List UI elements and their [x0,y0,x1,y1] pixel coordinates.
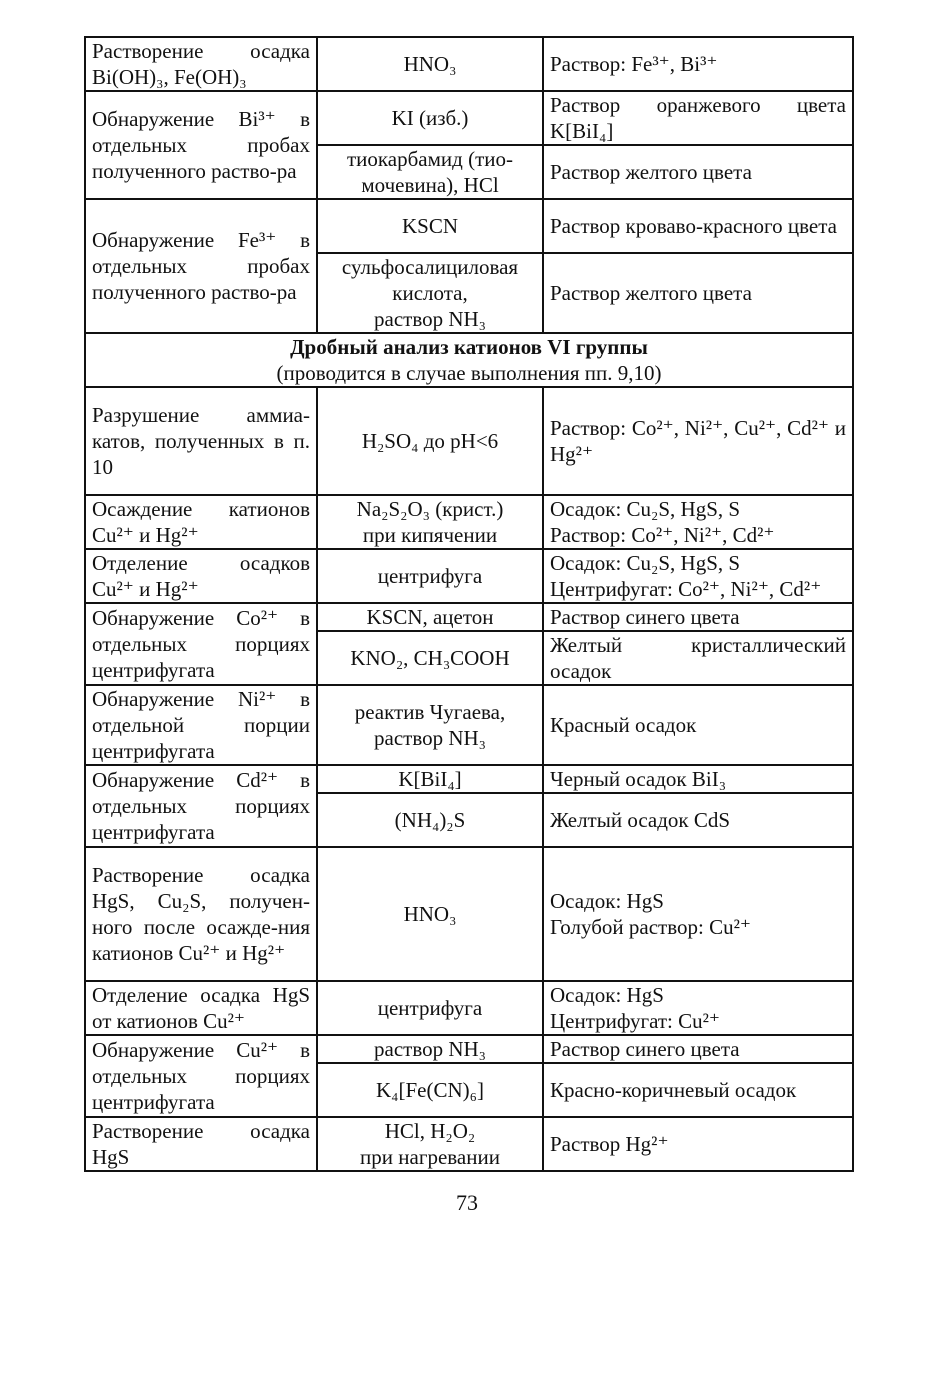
result-cell: Раствор желтого цвета [543,253,853,333]
operation-cell: Обнаружение Co²⁺ в отдельных порциях центрифугата [85,603,317,685]
reagent-cell: HCl, H₂O₂ при нагревании [317,1117,543,1171]
result-cell: Раствор желтого цвета [543,145,853,199]
result-cell: Желтый осадок CdS [543,793,853,847]
reagent-cell: KSCN [317,199,543,253]
table-row [85,91,853,145]
operation-cell: Растворение осадка HgS, Cu₂S, получен-ного после осажде-ния катионов Cu²⁺ и Hg²⁺ [85,847,317,981]
table-row [85,765,853,793]
reagent-cell: центрифуга [317,549,543,603]
result-cell: Осадок: HgS Центрифугат: Cu²⁺ [543,981,853,1035]
table-row [85,1035,853,1063]
table-row [85,199,853,253]
reagent-cell: (NH₄)₂S [317,793,543,847]
table-row [85,847,853,981]
table-row [85,37,853,91]
operation-cell: Отделение осадков Cu²⁺ и Hg²⁺ [85,549,317,603]
result-cell: Раствор Hg²⁺ [543,1117,853,1171]
reagent-cell: реактив Чугаева, раствор NH₃ [317,685,543,765]
result-cell: Красный осадок [543,685,853,765]
reagent-cell: Na₂S₂O₃ (крист.) при кипячении [317,495,543,549]
reagent-cell: тиокарбамид (тио-мочевина), HCl [317,145,543,199]
reagent-cell: раствор NH₃ [317,1035,543,1063]
result-cell: Раствор: Co²⁺, Ni²⁺, Cu²⁺, Cd²⁺ и Hg²⁺ [543,387,853,495]
section-heading: Дробный анализ катионов VI группы (проводится в случае выполнения пп. 9,10) [85,333,853,387]
reagent-cell: KNO₂, CH₃COOH [317,631,543,685]
table-row [85,981,853,1035]
page-number: 73 [456,1190,478,1215]
operation-cell: Обнаружение Cd²⁺ в отдельных порциях центрифугата [85,765,317,847]
result-cell: Осадок: HgS Голубой раствор: Cu²⁺ [543,847,853,981]
operation-cell: Обнаружение Bi³⁺ в отдельных пробах полученного раство-ра [85,91,317,199]
operation-cell: Обнаружение Ni²⁺ в отдельной порции центрифугата [85,685,317,765]
table-row [85,387,853,495]
reagent-cell: HNO₃ [317,847,543,981]
result-cell: Красно-коричневый осадок [543,1063,853,1117]
reagent-cell: сульфосалициловая кислота, раствор NH₃ [317,253,543,333]
table-row [85,685,853,765]
reagent-cell: KSCN, ацетон [317,603,543,631]
result-cell: Раствор синего цвета [543,1035,853,1063]
operation-cell: Отделение осадка HgS от катионов Cu²⁺ [85,981,317,1035]
result-cell: Раствор кроваво-красного цвета [543,199,853,253]
reagent-cell: K[BiI₄] [317,765,543,793]
table-row [85,495,853,549]
operation-cell: Осаждение катионов Cu²⁺ и Hg²⁺ [85,495,317,549]
reagent-cell: K₄[Fe(CN)₆] [317,1063,543,1117]
result-cell: Раствор оранжевого цвета K[BiI₄] [543,91,853,145]
reagent-cell: HNO₃ [317,37,543,91]
result-cell: Раствор: Fe³⁺, Bi³⁺ [543,37,853,91]
table-row [85,1117,853,1171]
result-cell: Осадок: Cu₂S, HgS, S Раствор: Co²⁺, Ni²⁺, Cd²⁺ [543,495,853,549]
result-cell: Желтый кристаллический осадок [543,631,853,685]
operation-cell: Разрушение аммиа-катов, полученных в п. 10 [85,387,317,495]
operation-cell: Растворение осадка HgS [85,1117,317,1171]
analysis-table [84,36,854,1172]
table-row [85,603,853,631]
reagent-cell: H₂SO₄ до pH<6 [317,387,543,495]
section-row [85,333,853,387]
operation-cell: Обнаружение Fe³⁺ в отдельных пробах полученного раство-ра [85,199,317,333]
operation-cell: Растворение осадка Bi(OH)₃, Fe(OH)₃ [85,37,317,91]
result-cell: Черный осадок BiI₃ [543,765,853,793]
result-cell: Осадок: Cu₂S, HgS, S Центрифугат: Co²⁺, Ni²⁺, Cd²⁺ [543,549,853,603]
operation-cell: Обнаружение Cu²⁺ в отдельных порциях центрифугата [85,1035,317,1117]
reagent-cell: KI (изб.) [317,91,543,145]
table-row [85,549,853,603]
reagent-cell: центрифуга [317,981,543,1035]
result-cell: Раствор синего цвета [543,603,853,631]
